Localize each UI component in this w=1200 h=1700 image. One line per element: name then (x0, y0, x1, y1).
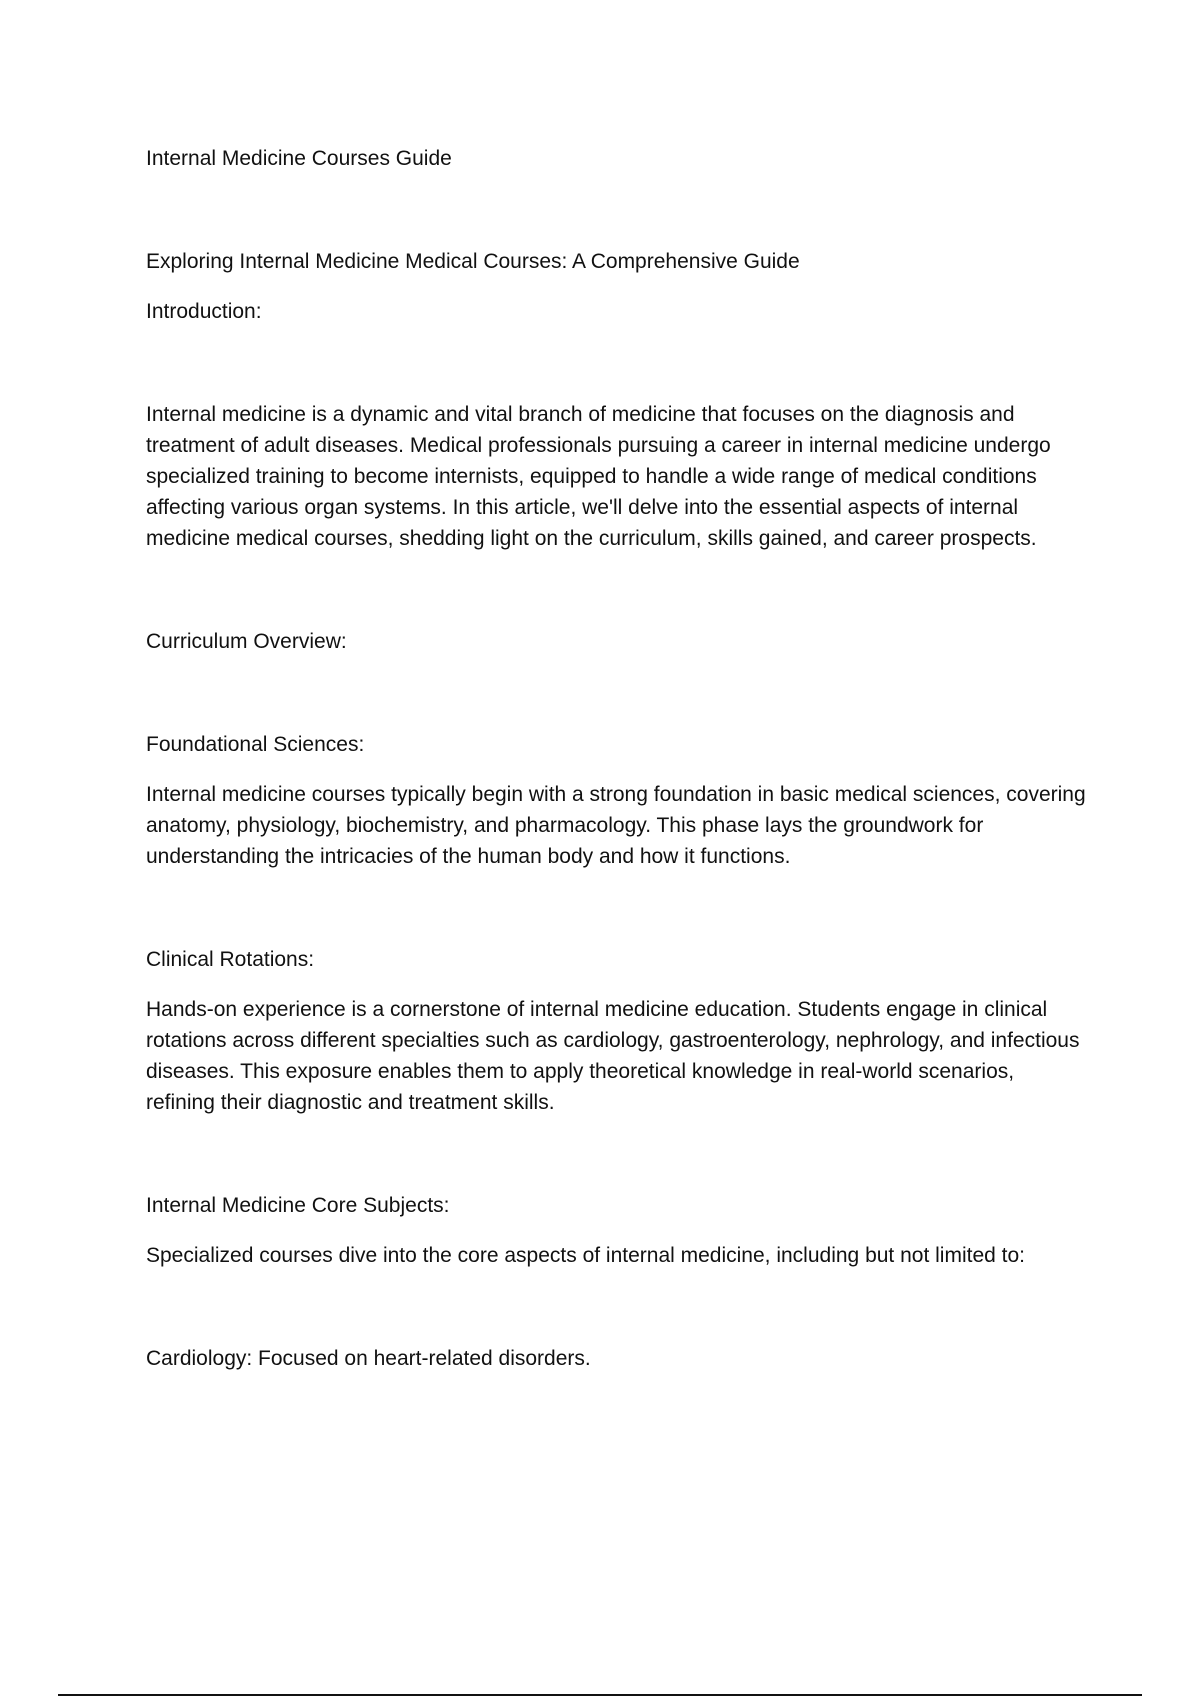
section-heading-core-subjects: Internal Medicine Core Subjects: (146, 1194, 450, 1217)
page-bottom-rule (58, 1694, 1142, 1696)
section-paragraph-clinical-rotations: Hands-on experience is a cornerstone of internal medicine education. Students engage in clinical rotations across different specialties such as cardiology, gastroenterology, nephrology, and infectious diseases. This exposure enables them to apply theoretical knowledge in real-world scenarios, refining their diagnostic and treatment skills. (146, 998, 1080, 1114)
section-paragraph-foundational-sciences: Internal medicine courses typically begin with a strong foundation in basic medical sciences, covering anatomy, physiology, biochemistry, and pharmacology. This phase lays the groundwork for understanding the intricacies of the human body and how it functions. (146, 783, 1086, 868)
section-heading-clinical-rotations: Clinical Rotations: (146, 948, 315, 971)
document-title: Internal Medicine Courses Guide (146, 147, 452, 170)
curriculum-heading: Curriculum Overview: (146, 630, 347, 653)
section-heading-foundational-sciences: Foundational Sciences: (146, 733, 365, 756)
document-subtitle: Exploring Internal Medicine Medical Courses: A Comprehensive Guide (146, 250, 800, 273)
list-item-cardiology: Cardiology: Focused on heart-related disorders. (146, 1347, 591, 1370)
introduction-paragraph: Internal medicine is a dynamic and vital branch of medicine that focuses on the diagnosis and treatment of adult diseases. Medical professionals pursuing a career in internal medicine undergo specialized training to become internists, equipped to handle a wide range of medical conditions affecting various organ systems. In this article, we'll delve into the essential aspects of internal medicine medical courses, shedding light on the curriculum, skills gained, and career prospects. (146, 403, 1051, 550)
section-paragraph-core-subjects: Specialized courses dive into the core aspects of internal medicine, including but not limited to: (146, 1244, 1025, 1267)
introduction-heading: Introduction: (146, 300, 262, 323)
document-body (146, 143, 1086, 1374)
